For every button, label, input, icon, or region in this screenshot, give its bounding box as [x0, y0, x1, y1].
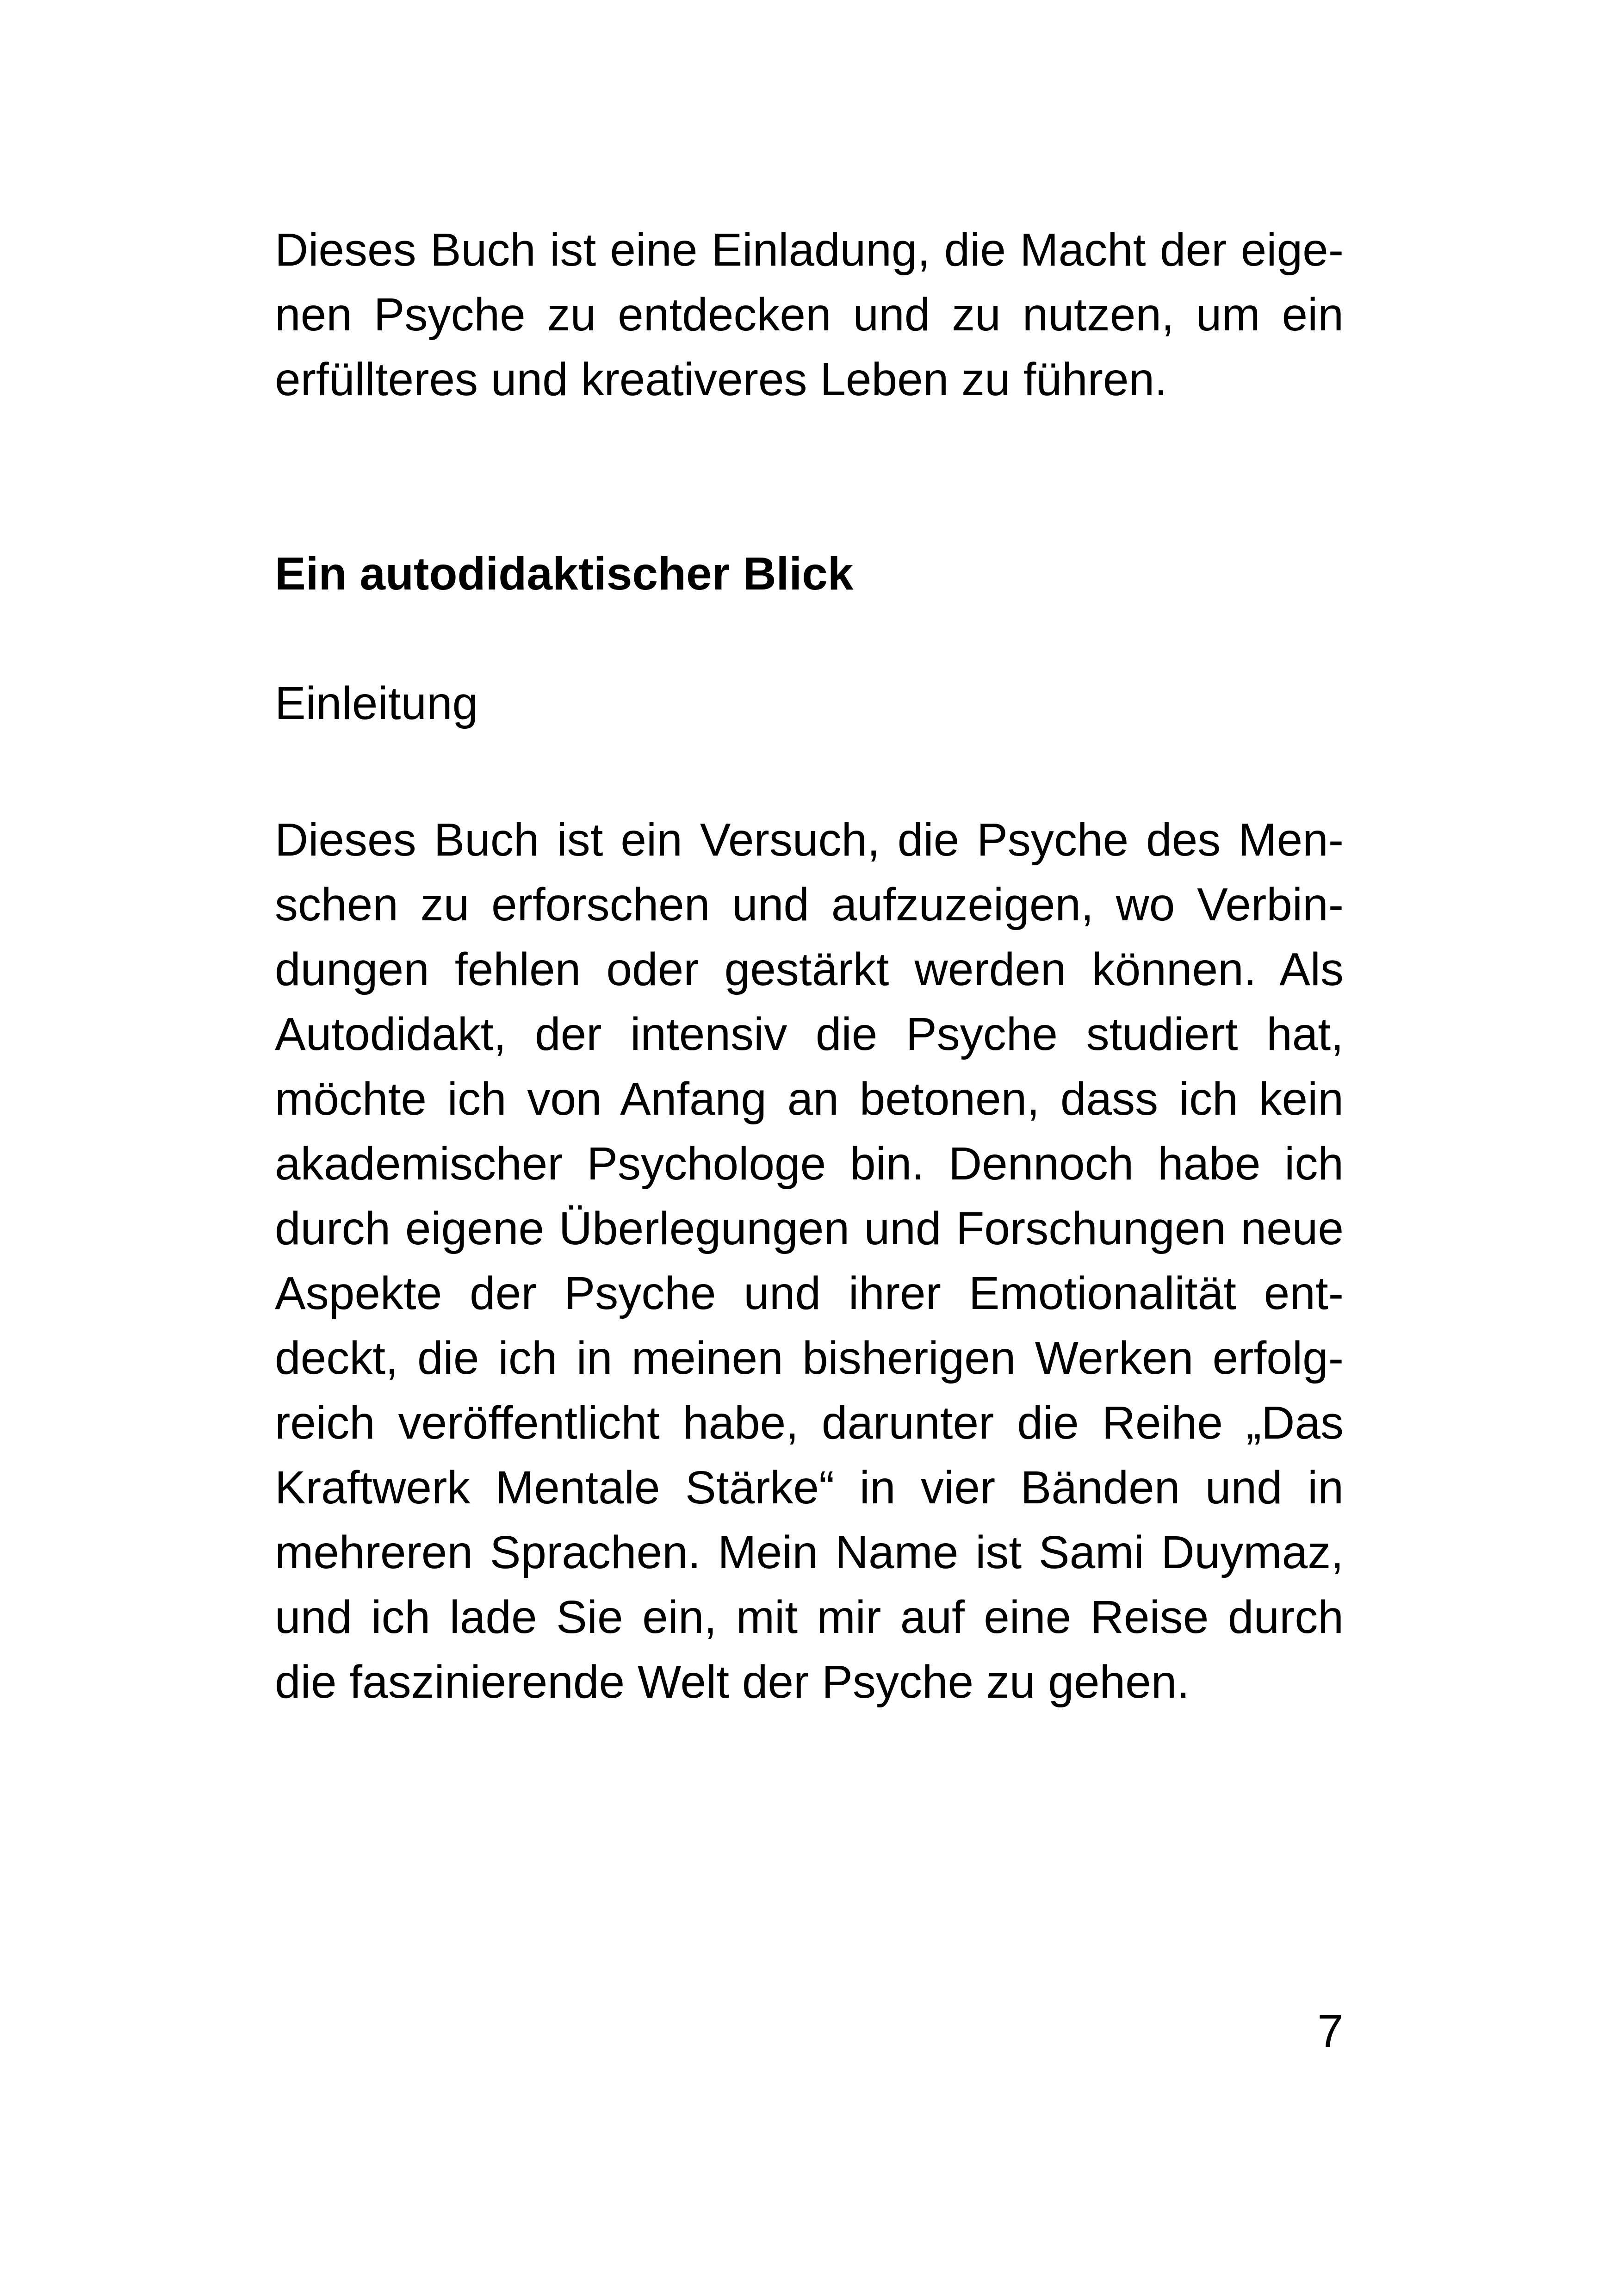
intro-line: erfüllteres und kreativeres Leben zu führen.: [275, 354, 1167, 405]
body-line: durch eigene Überlegungen und Forschungen neue: [275, 1203, 1344, 1254]
section-heading: Ein autodidaktischer Blick: [275, 548, 854, 600]
body-line: akademischer Psychologe bin. Dennoch habe ich: [275, 1138, 1344, 1190]
body-line: dungen fehlen oder gestärkt werden können. Als: [275, 943, 1344, 995]
body-line: möchte ich von Anfang an betonen, dass ich kein: [275, 1073, 1344, 1125]
body-line: Kraftwerk Mentale Stärke“ in vier Bänden und in: [275, 1462, 1344, 1514]
body-line: die faszinierende Welt der Psyche zu gehen.: [275, 1656, 1190, 1708]
body-paragraph: [275, 807, 1344, 1714]
body-line: und ich lade Sie ein, mit mir auf eine Reise durch: [275, 1591, 1344, 1643]
body-line: deckt, die ich in meinen bisherigen Werken erfolg-: [275, 1332, 1344, 1384]
body-line: Aspekte der Psyche und ihrer Emotionalität ent-: [275, 1267, 1344, 1319]
body-line: reich veröffentlicht habe, darunter die Reihe „Das: [275, 1397, 1344, 1449]
subheading: Einleitung: [275, 677, 478, 729]
intro-line: nen Psyche zu entdecken und zu nutzen, um ein: [275, 289, 1344, 341]
body-line: mehreren Sprachen. Mein Name ist Sami Duymaz,: [275, 1527, 1344, 1578]
intro-line: Dieses Buch ist eine Einladung, die Macht der eige-: [275, 224, 1344, 276]
intro-paragraph: [275, 217, 1344, 412]
page-number: 7: [1317, 2005, 1343, 2057]
body-line: Autodidakt, der intensiv die Psyche studiert hat,: [275, 1008, 1344, 1060]
body-line: Dieses Buch ist ein Versuch, die Psyche des Men-: [275, 814, 1344, 866]
body-line: schen zu erforschen und aufzuzeigen, wo Verbin-: [275, 879, 1344, 931]
